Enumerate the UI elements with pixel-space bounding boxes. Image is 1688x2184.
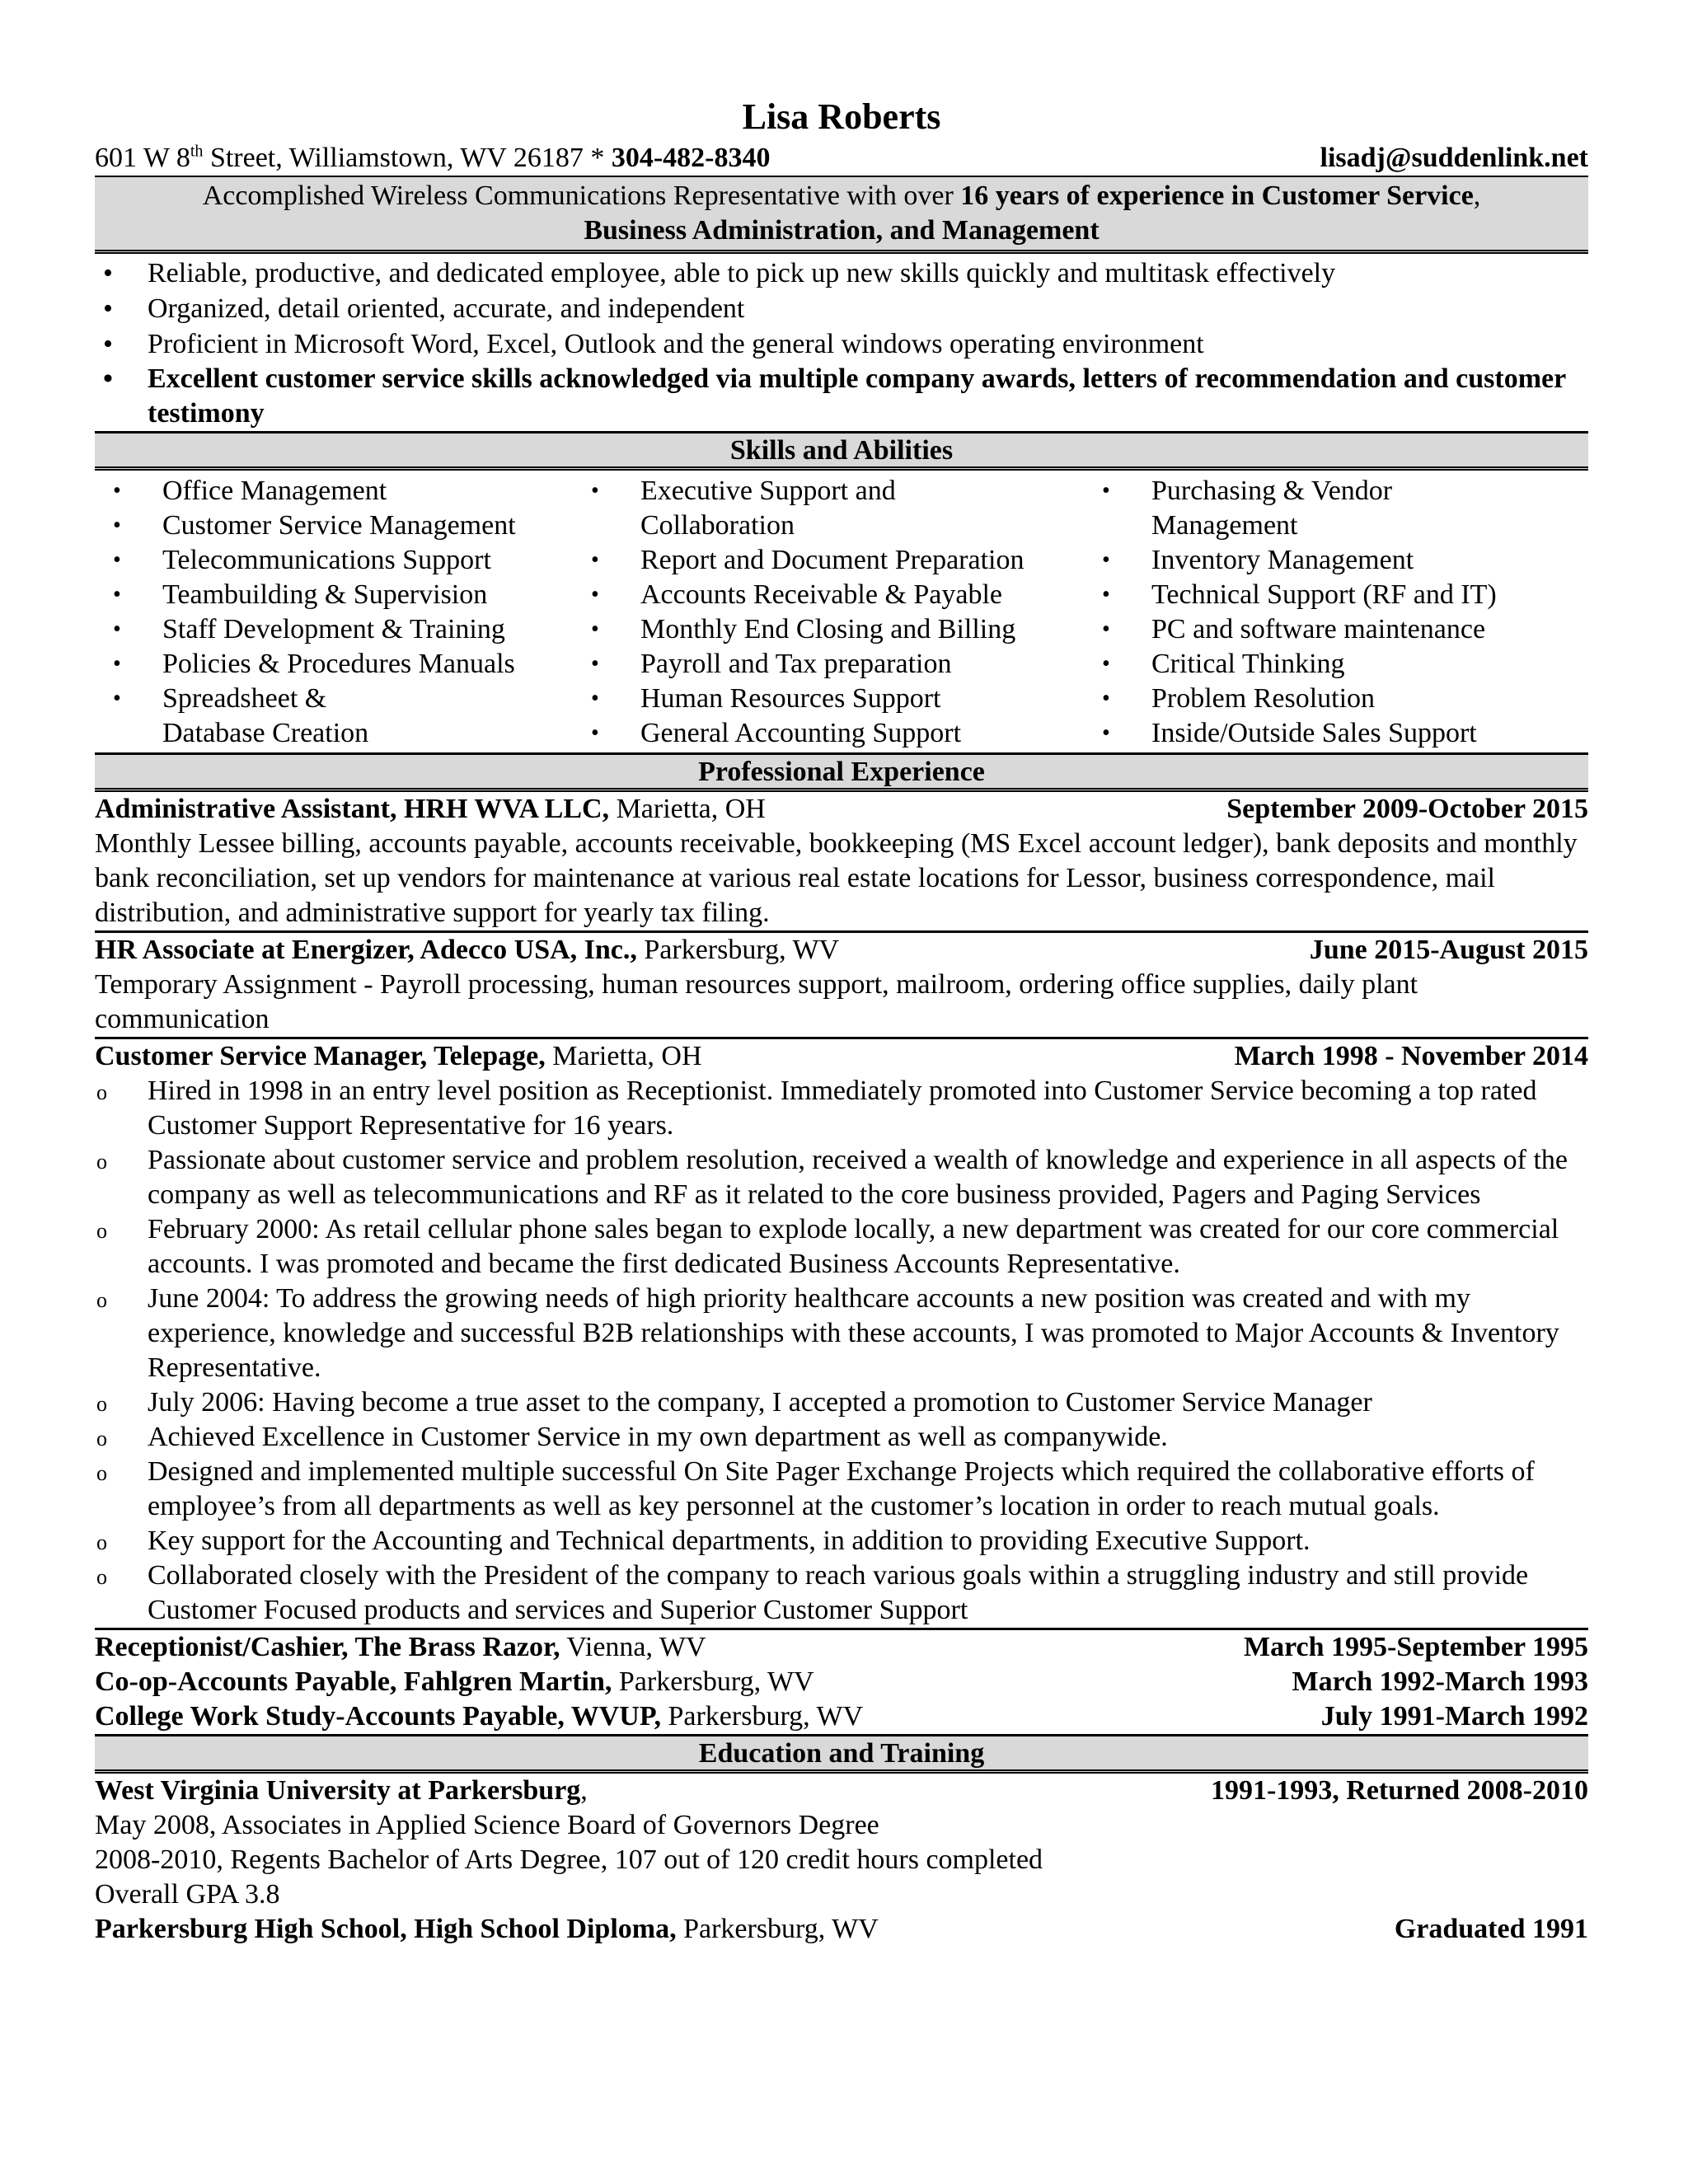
skill-item: • Critical Thinking: [1084, 647, 1588, 682]
job-location: Parkersburg, WV: [636, 935, 840, 965]
skill-item: • Technical Support (RF and IT): [1084, 578, 1588, 612]
summary-comma: ,: [1473, 180, 1481, 211]
skill-item: • General Accounting Support: [573, 716, 1084, 751]
job-description: Temporary Assignment - Payroll processing, human resources support, mailroom, ordering office supplies, daily plant communication: [95, 969, 1418, 1034]
summary-text: Accomplished Wireless Communications Representative with over: [202, 180, 961, 211]
job-entry: [95, 1037, 1588, 1628]
job-location: Parkersburg, WV: [612, 1666, 814, 1697]
summary-line-1: [95, 179, 1588, 213]
job-location: Parkersburg, WV: [660, 1701, 864, 1732]
experience-section-title: Professional Experience: [95, 752, 1588, 792]
skill-item: • Inside/Outside Sales Support: [1084, 716, 1588, 751]
skill-item: • Office Management: [95, 474, 573, 509]
contact-line: [95, 141, 1588, 176]
job-title: College Work Study-Accounts Payable, WVUP,: [95, 1701, 661, 1732]
achievement-item: o Key support for the Accounting and Technical departments, in addition to providing Executive Support.: [95, 1524, 1588, 1558]
job-title-line: [95, 1630, 706, 1665]
education-detail: May 2008, Associates in Applied Science Board of Governors Degree: [95, 1810, 879, 1840]
phone-number: 304-482-8340: [611, 143, 771, 173]
job-dates: June 2015-August 2015: [1309, 935, 1588, 965]
job-title-line: [95, 1699, 863, 1734]
skill-item: • Human Resources Support: [573, 682, 1084, 716]
job-entry: [95, 1628, 1588, 1734]
school-location: Parkersburg, WV: [676, 1914, 879, 1944]
skill-item: • Report and Document Preparation: [573, 543, 1084, 578]
job-header: [95, 1699, 1588, 1734]
education-entry: [95, 1912, 1588, 1947]
job-dates: March 1992-March 1993: [1292, 1666, 1588, 1697]
job-dates: July 1991-March 1992: [1320, 1701, 1588, 1732]
summary-highlight: 16 years of experience in Customer Service: [960, 180, 1474, 211]
job-location: Vienna, WV: [560, 1632, 706, 1662]
job-location: Marietta, OH: [609, 794, 766, 824]
achievement-item: o Achieved Excellence in Customer Service in my own department as well as companywide.: [95, 1420, 1588, 1455]
skill-item: • Staff Development & Training: [95, 612, 573, 647]
job-entry: [95, 930, 1588, 1037]
job-title: Co-op-Accounts Payable, Fahlgren Martin,: [95, 1666, 612, 1697]
skills-section-title: Skills and Abilities: [95, 431, 1588, 471]
job-title-line: [95, 792, 766, 827]
achievement-item: o Hired in 1998 in an entry level position as Receptionist. Immediately promoted into Customer Service becoming a top rated Customer Support Representative for 16 years.: [95, 1074, 1588, 1143]
job-location: Marietta, OH: [545, 1041, 702, 1071]
summary-line-2: Business Administration, and Management: [584, 215, 1100, 246]
job-title-line: [95, 1039, 702, 1074]
job-title-line: [95, 933, 839, 968]
skill-item: • Teambuilding & Supervision: [95, 578, 573, 612]
skill-item: • Executive Support and Collaboration: [573, 474, 912, 543]
skill-item: • PC and software maintenance: [1084, 612, 1588, 647]
school-name: West Virginia University at Parkersburg: [95, 1775, 581, 1806]
job-header: [95, 1630, 1588, 1665]
school-line: [95, 1774, 588, 1808]
skill-item: • Payroll and Tax preparation: [573, 647, 1084, 682]
skill-item: • Accounts Receivable & Payable: [573, 578, 1084, 612]
education-dates: Graduated 1991: [1394, 1914, 1588, 1944]
job-header: [95, 933, 1588, 968]
school-line: [95, 1912, 879, 1947]
street-address-prefix: 601 W 8: [95, 143, 190, 173]
address-phone: [95, 141, 770, 176]
skill-item: • Monthly End Closing and Billing: [573, 612, 1084, 647]
highlight-item: • Organized, detail oriented, accurate, and independent: [95, 291, 1588, 326]
skill-item: • Inventory Management: [1084, 543, 1588, 578]
achievement-item: o Designed and implemented multiple successful On Site Pager Exchange Projects which required the collaborative efforts of employee’s from all departments as well as key personnel at the customer’s location in order to reach mutual goals.: [95, 1455, 1588, 1524]
achievement-item: o June 2004: To address the growing needs of high priority healthcare accounts a new position was created and with my experience, knowledge and successful B2B relationships with these accounts, I was promoted to Major Accounts & Inventory Representative.: [95, 1282, 1588, 1385]
school-name: Parkersburg High School, High School Diploma,: [95, 1914, 677, 1944]
skills-column-2: [573, 474, 1084, 751]
job-title-line: [95, 1665, 814, 1699]
skill-item: • Policies & Procedures Manuals: [95, 647, 573, 682]
ordinal-suffix: th: [190, 142, 204, 161]
job-header: [95, 792, 1588, 827]
skill-item: • Spreadsheet & Database Creation: [95, 682, 393, 751]
job-title: HR Associate at Energizer, Adecco USA, Inc.,: [95, 935, 637, 965]
job-header: [95, 1039, 1588, 1074]
job-description: Monthly Lessee billing, accounts payable, accounts receivable, bookkeeping (MS Excel account ledger), bank deposits and monthly bank reconciliation, set up vendors for maintenance at various real estate locations for Lessor, business correspondence, mail distribution, and administrative support for yearly tax filing.: [95, 828, 1578, 928]
skills-column-3: [1084, 474, 1588, 751]
school-suffix: ,: [580, 1775, 588, 1806]
achievement-item: o February 2000: As retail cellular phone sales began to explode locally, a new department was created for our core commercial accounts. I was promoted and became the first dedicated Business Accounts Representative.: [95, 1212, 1588, 1282]
candidate-name: Lisa Roberts: [742, 96, 941, 137]
job-header: [95, 1665, 1588, 1699]
highlight-item: • Reliable, productive, and dedicated employee, able to pick up new skills quickly and multitask effectively: [95, 255, 1588, 291]
highlights-list: [95, 255, 1588, 431]
achievement-item: o Passionate about customer service and problem resolution, received a wealth of knowledge and experience in all aspects of the company as well as telecommunications and RF as it related to the core business provided, Pagers and Paging Services: [95, 1143, 1588, 1212]
skills-grid: [95, 474, 1588, 751]
job-dates: March 1995-September 1995: [1243, 1632, 1588, 1662]
education-detail: 2008-2010, Regents Bachelor of Arts Degree, 107 out of 120 credit hours completed: [95, 1844, 1043, 1875]
job-title: Receptionist/Cashier, The Brass Razor,: [95, 1632, 560, 1662]
street-address-rest: Street, Williamstown, WV 26187 *: [203, 143, 612, 173]
skill-item: • Customer Service Management: [95, 509, 573, 543]
education-entry: [95, 1774, 1588, 1808]
achievement-item: o July 2006: Having become a true asset to the company, I accepted a promotion to Customer Service Manager: [95, 1385, 1588, 1420]
email-address: lisadj@suddenlink.net: [1320, 143, 1588, 173]
achievement-item: o Collaborated closely with the President of the company to reach various goals within a struggling industry and still provide Customer Focused products and services and Superior Customer Support: [95, 1558, 1588, 1628]
education-detail: Overall GPA 3.8: [95, 1879, 280, 1910]
job-dates: March 1998 - November 2014: [1234, 1041, 1588, 1071]
highlight-item: • Excellent customer service skills acknowledged via multiple company awards, letters of recommendation and customer testimony: [95, 362, 1588, 431]
education-block: [95, 1774, 1588, 1947]
skills-column-1: [95, 474, 573, 751]
job-entry: [95, 792, 1588, 930]
job-achievements-list: [95, 1074, 1588, 1628]
resume-document: [95, 95, 1588, 1947]
skill-item: • Telecommunications Support: [95, 543, 573, 578]
job-title: Administrative Assistant, HRH WVA LLC,: [95, 794, 610, 824]
education-dates: 1991-1993, Returned 2008-2010: [1210, 1775, 1588, 1806]
highlight-item: • Proficient in Microsoft Word, Excel, Outlook and the general windows operating environment: [95, 326, 1588, 362]
skill-item: • Purchasing & Vendor Management: [1084, 474, 1432, 543]
job-title: Customer Service Manager, Telepage,: [95, 1041, 546, 1071]
education-section-title: Education and Training: [95, 1734, 1588, 1774]
job-dates: September 2009-October 2015: [1226, 794, 1588, 824]
summary-band: [95, 176, 1588, 254]
skill-item: • Problem Resolution: [1084, 682, 1588, 716]
